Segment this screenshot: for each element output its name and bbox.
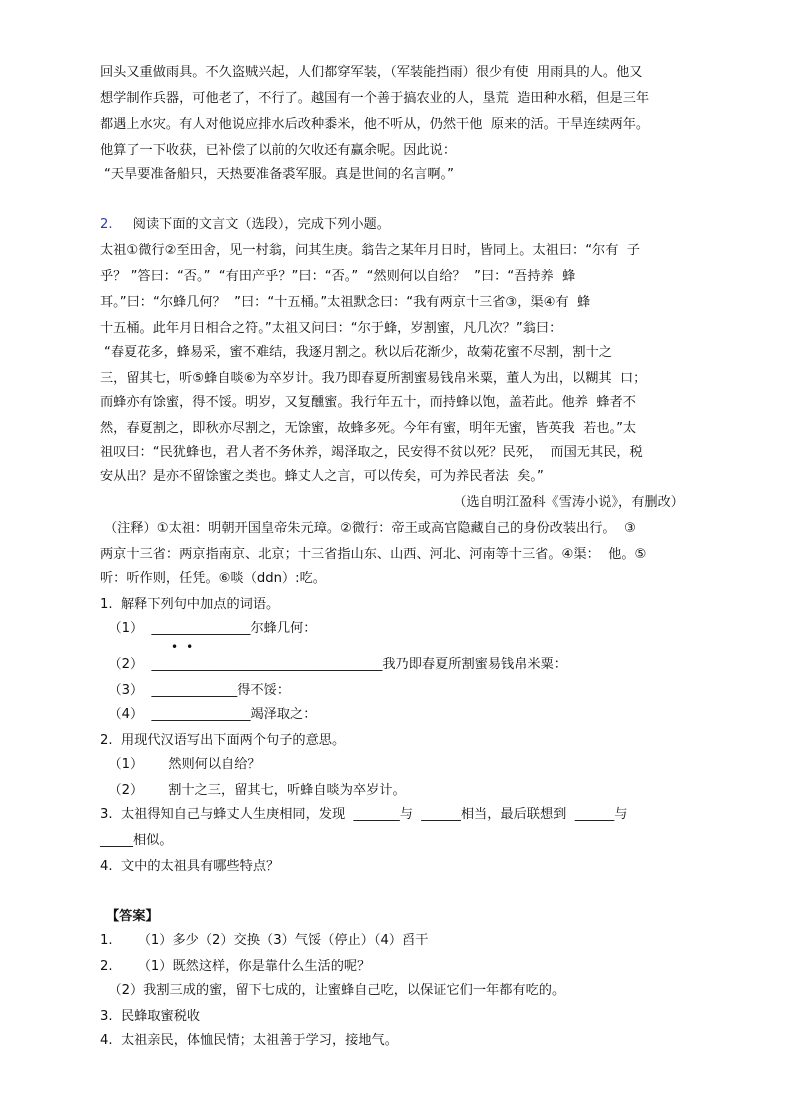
annotation-line: 两京十三省：两京指南京、北京；十三省指山东、山西、河北、河南等十三省。④渠： 他。⑤ (100, 547, 647, 562)
subquestion-1: 1. 解释下列句中加点的词语。 (100, 597, 280, 612)
text-line: 回头又重做雨具。不久盗贼兴起，人们都穿军装，（军装能挡雨）很少有使 用雨具的人。他又 (100, 65, 643, 80)
subquestion-3-cont: _____相似。 (100, 833, 173, 848)
subquestion-1-item: （1） _______________尔蜂几何： (100, 621, 317, 636)
text-line: 都遇上水灾。有人对他说应排水后改种黍米，他不听从，仍然干他 原来的活。干旱连续两年。 (100, 117, 650, 132)
subquestion-1-item: （3） _____________得不馁： (100, 683, 291, 698)
passage-line: 三，留其七，听⑤蜂自啖⑥为卒岁计。我乃即春夏所割蜜易钱帛米粟，董人为出，以糊其 口； (100, 371, 647, 386)
answer-line: 1. （1）多少（2）交换（3）气馁（停止）（4）舀干 (100, 933, 429, 948)
subquestion-2-item: （2） 割十之三，留其七，听蜂自啖为卒岁计。 (100, 783, 406, 798)
question-number: 2. (100, 217, 113, 232)
emphasis-dots: •• (171, 640, 202, 654)
subquestion-2: 2. 用现代汉语写出下面两个句子的意思。 (100, 733, 346, 748)
passage-line: 然，春夏割之，即秋亦尽割之，无馀蜜，故蜂多死。今年有蜜，明年无蜜，皆英我 若也。”太 (100, 421, 637, 436)
text-line: 想学制作兵器，可他老了，不行了。越国有一个善于搞农业的人，垦荒 造田种水稻，但是三年 (100, 91, 650, 106)
answer-line: （2）我割三成的蜜，留下七成的，让蜜蜂自己吃，以保证它们一年都有吃的。 (100, 983, 566, 998)
passage-line: 耳。”曰：“尔蜂几何？ ”曰：“十五桶。”太祖默念曰：“我有两京十三省③，渠④有 蜂 (100, 295, 591, 310)
answer-line: 3. 民蜂取蜜税收 (100, 1009, 201, 1024)
answer-heading: 【答案】 (106, 909, 159, 924)
subquestion-4: 4. 文中的太祖具有哪些特点？ (100, 859, 280, 874)
annotation-line: （注释）①太祖：明朝开国皇帝朱元璋。②微行：帝王或高官隐藏自己的身份改装出行。 ③ (104, 521, 636, 536)
subquestion-2-item: （1） 然则何以自给？ (100, 757, 261, 772)
passage-line: 十五桶。此年月日相合之符。”太祖又问曰：“尔于蜂，岁割蜜，凡几次？”翁曰： (100, 321, 563, 336)
passage-line: 安从出？是亦不留馀蜜之类也。蜂丈人之言，可以传矣，可为养民者法 矣。” (100, 469, 544, 484)
question-intro: 阅读下面的文言文（选段），完成下列小题。 (116, 217, 390, 232)
passage-line: 太祖①微行②至田舍，见一村翁，问其生庚。翁告之某年月日时，皆同上。太祖曰：“尔有 子 (100, 243, 640, 258)
answer-line: 4. 太祖亲民，体恤民情；太祖善于学习，接地气。 (100, 1033, 398, 1048)
passage-line: 祖叹曰：“民犹蜂也，君人者不务休养，竭泽取之，民安得不贫以死？民死， 而国无其民，税 (100, 445, 643, 460)
answer-line: 2. （1）既然这样，你是靠什么生活的呢？ (100, 959, 371, 974)
passage-line: 乎？ ”答曰：“否。” “有田产乎？”曰：“否。” “然则何以自给？ ”曰：“吾持养 蜂 (100, 269, 576, 284)
subquestion-3: 3. 太祖得知自己与蜂丈人生庚相同，发现 _______与 ______相当，最后联想到 ______与 (100, 807, 628, 822)
passage-line: “春夏花多，蜂易采，蜜不难结，我逐月割之。秋以后花渐少，故菊花蜜不尽割，割十之 (104, 345, 612, 360)
passage-line: 而蜂亦有馀蜜，得不馁。明岁，又复醺蜜。我行年五十，而持蜂以饱，盖若此。他养 蜂者不 (100, 395, 636, 410)
annotation-line: 听：听作则，任凭。⑥啖（ddn）:吃。 (100, 571, 326, 586)
source-citation: （选自明江盈科《雪涛小说》，有删改） (453, 495, 684, 510)
subquestion-1-item: （2） ___________________________________我乃即春夏所割蜜易钱帛米粟： (100, 657, 567, 672)
text-line: 他算了一下收获，已补偿了以前的欠收还有赢余呢。因此说： (100, 143, 457, 158)
subquestion-1-item: （4） _______________竭泽取之： (100, 707, 317, 722)
text-line: “天旱要准备船只，天热要准备裘军服。真是世间的名言啊。” (104, 167, 454, 182)
